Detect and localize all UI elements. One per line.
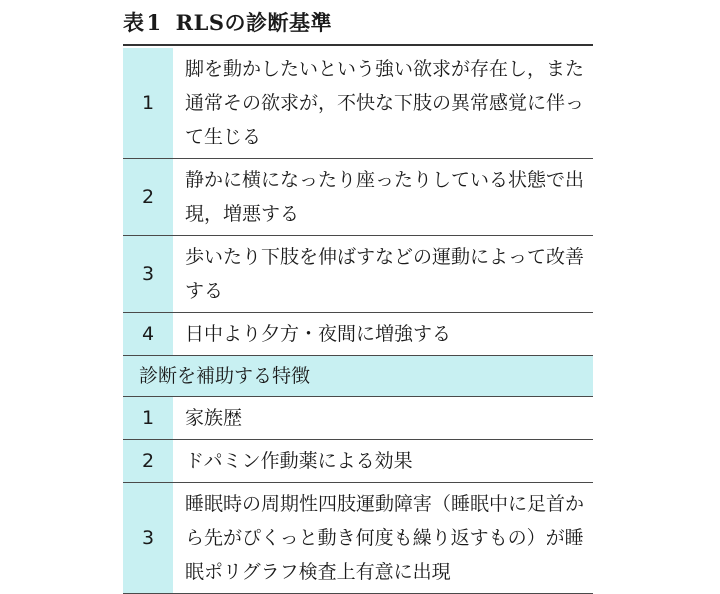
table-row (123, 313, 593, 356)
row-number: 2 (123, 440, 173, 483)
row-number: 1 (123, 397, 173, 440)
table-number: 1 (146, 10, 162, 35)
row-text: 日中より夕方・夜間に増強する (173, 313, 593, 356)
section-heading: 診断を補助する特徴 (123, 356, 593, 397)
table-row (123, 440, 593, 483)
row-text: 家族歴 (173, 397, 593, 440)
row-number: 2 (123, 159, 173, 236)
table-row (123, 236, 593, 313)
table-row (123, 159, 593, 236)
row-text: 脚を動かしたいという強い欲求が存在し，また通常その欲求が，不快な下肢の異常感覚に伴って生じる (173, 48, 593, 159)
table-title (123, 8, 332, 38)
table-title-text: RLSの診断基準 (175, 10, 333, 35)
table-row (123, 483, 593, 594)
row-number: 4 (123, 313, 173, 356)
row-text: 睡眠時の周期性四肢運動障害（睡眠中に足首から先がぴくっと動き何度も繰り返すもの）が睡眠ポリグラフ検査上有意に出現 (173, 483, 593, 594)
table-row (123, 48, 593, 159)
criteria-table (123, 48, 593, 594)
row-number: 3 (123, 236, 173, 313)
row-text: 歩いたり下肢を伸ばすなどの運動によって改善する (173, 236, 593, 313)
table-label: 表 (123, 10, 145, 35)
section-header-row (123, 356, 593, 397)
row-text: ドパミン作動薬による効果 (173, 440, 593, 483)
top-rule (123, 44, 593, 46)
row-text: 静かに横になったり座ったりしている状態で出現，増悪する (173, 159, 593, 236)
row-number: 3 (123, 483, 173, 594)
table-row (123, 397, 593, 440)
row-number: 1 (123, 48, 173, 159)
